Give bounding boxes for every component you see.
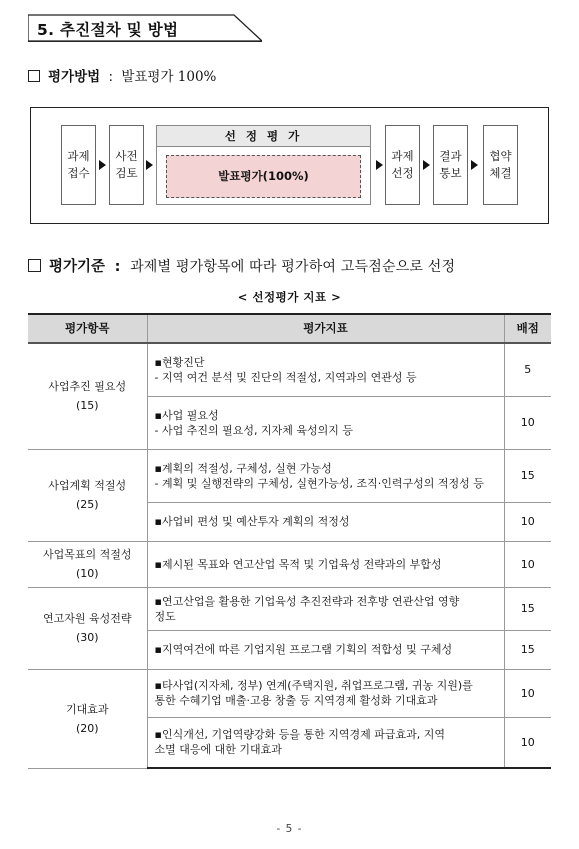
indicator-text: ▪인식개선, 기업역량강화 등을 통한 지역경제 파급효과, 지역 [154, 728, 445, 742]
column-header: 평가항목 [28, 314, 147, 343]
evaluation-item-cell [28, 343, 147, 449]
step-agreement: 협약 체결 [483, 125, 518, 205]
evaluation-item-cell [28, 587, 147, 669]
arrow-right-icon [146, 160, 153, 170]
indicator-text: - 지역 여건 분석 및 진단의 적절성, 지역과의 연관성 등 [154, 370, 417, 384]
evaluation-item-cell [28, 669, 147, 768]
indicator-text: 정도 [154, 609, 176, 623]
table-caption: < 선정평가 지표 > [237, 290, 342, 304]
indicator-text: 소멸 대응에 대한 기대효과 [154, 743, 282, 757]
indicator-cell [147, 449, 504, 502]
score-cell: 10 [504, 717, 551, 768]
table-row [28, 343, 551, 396]
square-bullet-icon [28, 259, 41, 272]
indicator-text: 통한 수혜기업 매출·고용 창출 등 지역경제 활성화 기대효과 [154, 694, 438, 707]
criteria-separator: : [114, 259, 121, 275]
evaluation-item-name: 사업계획 적절성 [48, 479, 127, 492]
score-cell: 10 [504, 502, 551, 541]
indicator-text: ▪타사업(지자체, 정부) 연계(주택지원, 취업프로그램, 귀농 지원)를 [154, 679, 473, 692]
section-heading [28, 14, 262, 42]
selection-evaluation-box [156, 125, 371, 205]
arrow-right-icon [99, 160, 106, 170]
evaluation-criteria-table [28, 313, 551, 769]
evaluation-item-points: (10) [75, 567, 99, 580]
evaluation-item-cell [28, 449, 147, 541]
presentation-evaluation-box: 발표평가(100%) [166, 155, 361, 198]
indicator-text: - 계획 및 실행전략의 구체성, 실현가능성, 조직·인력구성의 적정성 등 [154, 476, 484, 490]
evaluation-item-points: (30) [75, 631, 99, 644]
selection-evaluation-title: 선 정 평 가 [157, 126, 370, 147]
indicator-text: ▪사업 필요성 [154, 408, 219, 422]
step-receive: 과제 접수 [61, 125, 96, 205]
score-cell: 15 [504, 449, 551, 502]
page-number: - 5 - [276, 823, 303, 835]
criteria-value: 과제별 평가항목에 따라 평가하여 고득점순으로 선정 [130, 259, 456, 275]
arrow-right-icon [376, 160, 383, 170]
indicator-cell [147, 343, 504, 396]
indicator-text: ▪연고산업을 활용한 기업육성 추진전략과 전후방 연관산업 영향 [154, 594, 460, 608]
evaluation-item-points: (15) [75, 399, 99, 413]
evaluation-item-name: 연고자원 육성전략 [42, 612, 132, 625]
indicator-cell [147, 502, 504, 541]
evaluation-item-name: 사업목표의 적절성 [42, 548, 132, 561]
evaluation-item-points: (20) [75, 721, 99, 735]
indicator-text: ▪현황진단 [154, 355, 205, 369]
criteria-line [28, 255, 455, 276]
section-title: 5. 추진절차 및 방법 [37, 21, 179, 39]
arrow-right-icon [471, 160, 478, 170]
indicator-cell [147, 717, 504, 768]
indicator-cell [147, 396, 504, 449]
criteria-label: 평가기준 [49, 259, 106, 275]
indicator-text: - 사업 추진의 필요성, 지자체 육성의지 등 [154, 423, 353, 437]
evaluation-item-name: 사업추진 필요성 [48, 380, 127, 394]
step-review: 사전 검토 [109, 125, 144, 205]
score-cell: 15 [504, 587, 551, 630]
evaluation-item-points: (25) [75, 498, 99, 511]
method-line [28, 65, 216, 85]
indicator-cell [147, 541, 504, 587]
indicator-text: ▪지역여건에 따른 기업지원 프로그램 기획의 적합성 및 구체성 [154, 643, 453, 656]
evaluation-item-cell [28, 541, 147, 587]
indicator-cell [147, 669, 504, 717]
indicator-cell [147, 587, 504, 630]
column-header: 평가지표 [147, 314, 504, 343]
column-header: 배점 [504, 314, 551, 343]
square-bullet-icon [28, 70, 40, 82]
score-cell: 10 [504, 396, 551, 449]
score-cell: 10 [504, 541, 551, 587]
method-separator: : [108, 69, 114, 85]
table-row [28, 449, 551, 502]
table-row [28, 669, 551, 717]
process-diagram [30, 107, 549, 224]
indicator-text: ▪사업비 편성 및 예산투자 계획의 적정성 [154, 515, 350, 528]
table-row [28, 541, 551, 587]
arrow-right-icon [423, 160, 430, 170]
evaluation-item-name: 기대효과 [65, 702, 109, 716]
score-cell: 10 [504, 669, 551, 717]
table-header-row [28, 314, 551, 343]
method-value: 발표평가 100% [121, 69, 217, 85]
score-cell: 5 [504, 343, 551, 396]
step-notify: 결과 통보 [433, 125, 468, 205]
indicator-text: ▪계획의 적절성, 구체성, 실현 가능성 [154, 461, 332, 475]
method-label: 평가방법 [48, 69, 101, 85]
indicator-cell [147, 630, 504, 669]
step-select: 과제 선정 [385, 125, 420, 205]
score-cell: 15 [504, 630, 551, 669]
table-row [28, 587, 551, 630]
indicator-text: ▪제시된 목표와 연고산업 목적 및 기업육성 전략과의 부합성 [154, 557, 442, 571]
